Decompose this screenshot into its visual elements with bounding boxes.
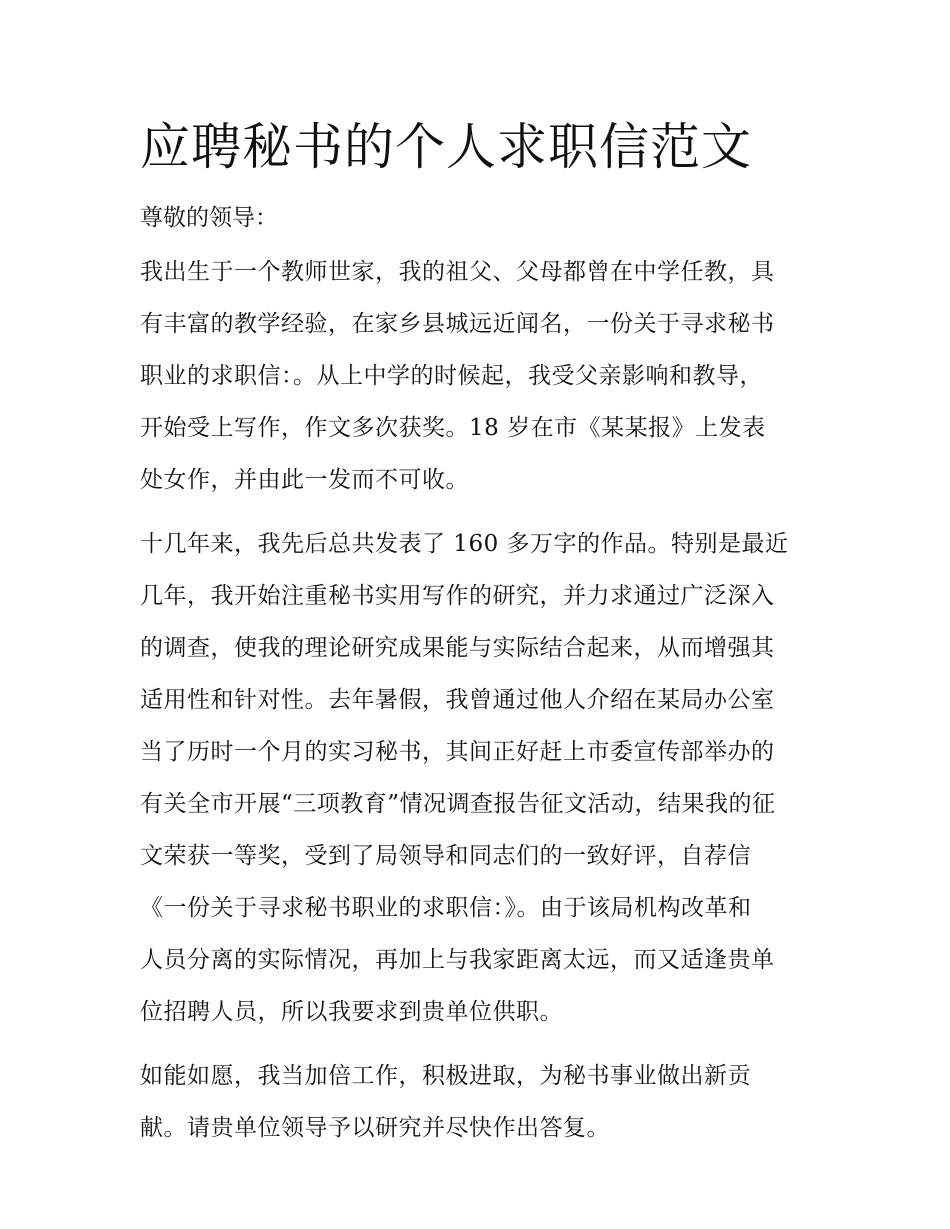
paragraph-line: 人员分离的实际情况，再加上与我家距离太远，而又适逢贵单 [140, 947, 775, 973]
paragraph-line: 几年，我开始注重秘书实用写作的研究，并力求通过广泛深入 [140, 583, 775, 609]
paragraph-line: 当了历时一个月的实习秘书，其间正好赶上市委宣传部举办的 [140, 739, 775, 765]
paragraph-line: 有关全市开展“三项教育”情况调查报告征文活动，结果我的征 [140, 791, 776, 817]
paragraph-line: 十几年来，我先后总共发表了 160 多万字的作品。特别是最近 [140, 531, 789, 557]
paragraph-line: 开始受上写作，作文多次获奖。18 岁在市《某某报》上发表 [140, 415, 766, 441]
paragraph-1 [140, 246, 815, 506]
paragraph-line: 献。请贵单位领导予以研究并尽快作出答复。 [140, 1115, 610, 1141]
paragraph-line: 文荣获一等奖，受到了局领导和同志们的一致好评，自荐信 [140, 843, 751, 869]
paragraph-line: 适用性和针对性。去年暑假，我曾通过他人介绍在某局办公室 [140, 687, 775, 713]
paragraph-line: 的调查，使我的理论研究成果能与实际结合起来，从而增强其 [140, 635, 775, 661]
paragraph-line: 处女作，并由此一发而不可收。 [140, 467, 469, 493]
paragraph-line: 位招聘人员，所以我要求到贵单位供职。 [140, 999, 563, 1025]
paragraph-line: 《一份关于寻求秘书职业的求职信：》。由于该局机构改革和 [140, 895, 752, 921]
paragraph-line: 有丰富的教学经验，在家乡县城远近闻名，一份关于寻求秘书 [140, 311, 775, 337]
paragraph-2 [140, 518, 815, 1038]
salutation: 尊敬的领导： [140, 205, 278, 231]
paragraph-line: 我出生于一个教师世家，我的祖父、父母都曾在中学任教，具 [140, 259, 775, 285]
paragraph-line: 职业的求职信：。从上中学的时候起，我受父亲影响和教导， [140, 363, 763, 389]
paragraph-3 [140, 1050, 815, 1154]
document-title: 应聘秘书的个人求职信范文 [140, 118, 752, 176]
document-page [140, 112, 815, 1154]
paragraph-line: 如能如愿，我当加倍工作，积极进取，为秘书事业做出新贡 [140, 1063, 751, 1089]
